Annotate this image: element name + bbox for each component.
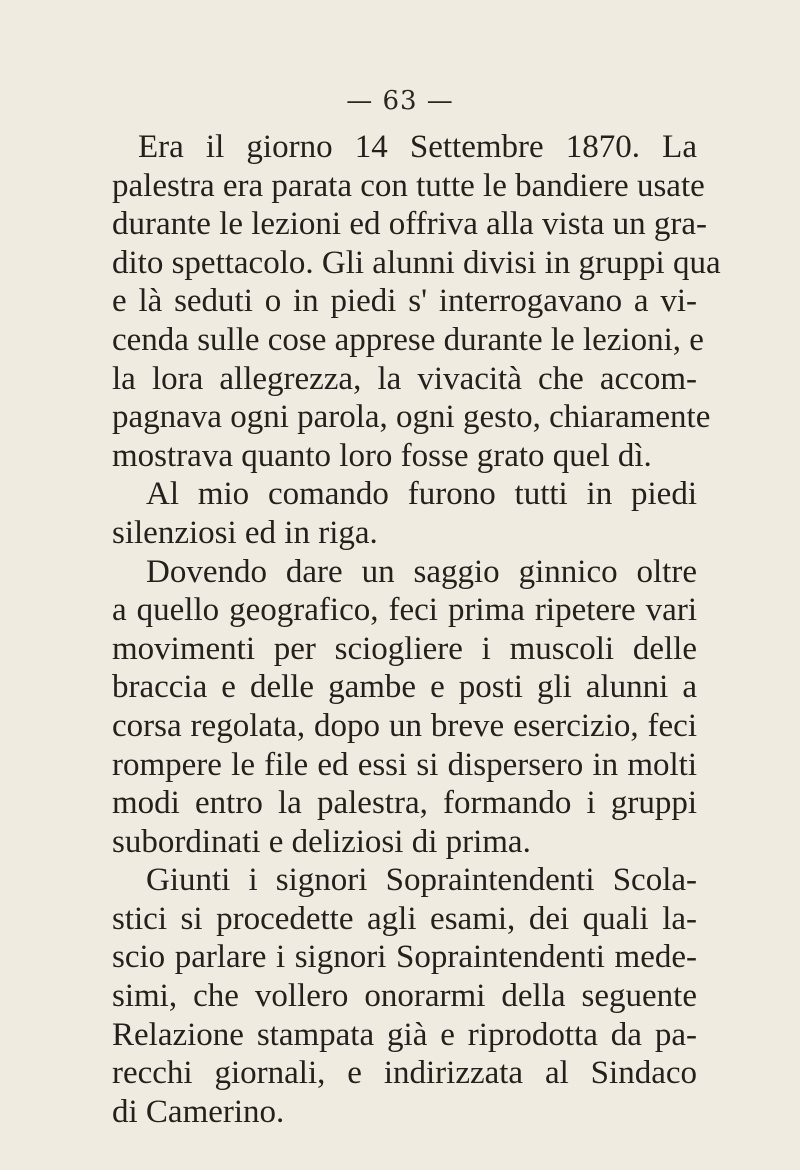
body-text [112, 128, 721, 1131]
text-line: e là seduti o in piedi s' interrogavano a vi- [112, 283, 697, 320]
text-line: Al mio comando furono tutti in piedi [146, 476, 697, 513]
text-line: modi entro la palestra, formando i gruppi [112, 785, 697, 822]
text-line: cenda sulle cose apprese durante le lezioni, e [112, 321, 704, 358]
text-line: scio parlare i signori Sopraintendenti mede- [112, 939, 697, 976]
text-line: a quello geografico, feci prima ripetere vari [112, 592, 697, 629]
text-line: pagnava ogni parola, ogni gesto, chiaramente [112, 399, 711, 436]
text-line: durante le lezioni ed offriva alla vista un gra- [112, 206, 707, 243]
text-line: recchi giornali, e indirizzata al Sindaco [112, 1055, 697, 1092]
text-line: subordinati e deliziosi di prima. [112, 823, 531, 860]
text-line: rompere le file ed essi si dispersero in molti [112, 746, 697, 783]
text-line: movimenti per sciogliere i muscoli delle [112, 630, 697, 667]
text-line: Era il giorno 14 Settembre 1870. La [138, 129, 697, 165]
text-line: di Camerino. [112, 1093, 285, 1130]
text-line: braccia e delle gambe e posti gli alunni a [112, 669, 697, 706]
text-line: corsa regolata, dopo un breve esercizio, feci [112, 707, 697, 744]
text-line: Giunti i signori Sopraintendenti Scola- [146, 862, 697, 899]
text-line: stici si procedette agli esami, dei quali la- [112, 900, 697, 937]
text-line: Relazione stampata già e riprodotta da pa- [112, 1016, 697, 1053]
text-line: mostrava quanto loro fosse grato quel dì. [112, 437, 652, 474]
page-number: — 63 — [346, 86, 454, 116]
text-line: dito spettacolo. Gli alunni divisi in gruppi qua [112, 244, 721, 281]
text-line: Dovendo dare un saggio ginnico oltre [146, 553, 697, 590]
text-line: palestra era parata con tutte le bandiere usate [112, 167, 705, 204]
text-line: la lora allegrezza, la vivacità che accom- [112, 360, 697, 397]
text-line: simi, che vollero onorarmi della seguente [112, 978, 697, 1015]
text-line: silenziosi ed in riga. [112, 514, 378, 551]
